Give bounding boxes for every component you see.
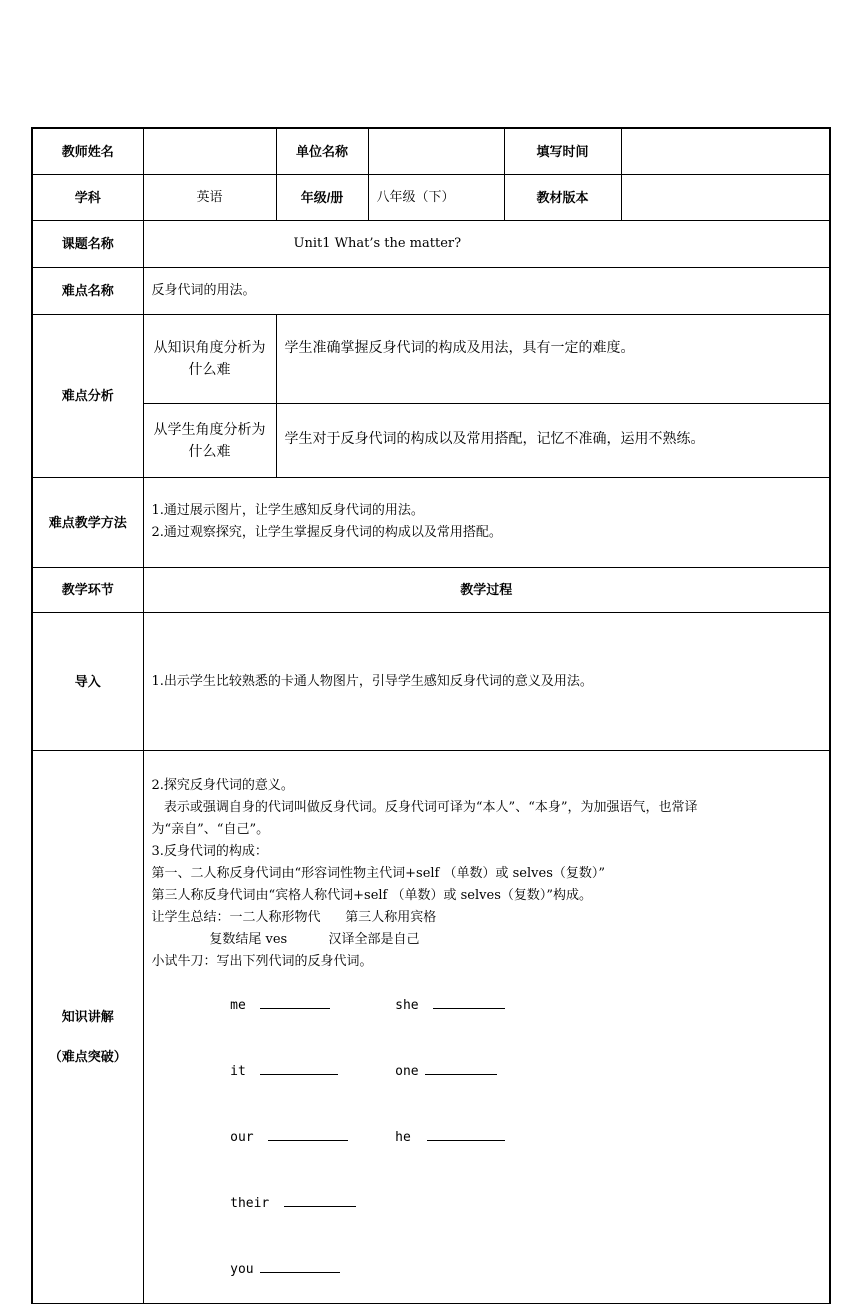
topic-label: 课题名称 [32,220,143,267]
analysis-row-student [32,403,830,477]
info-row-1 [32,128,830,174]
intro-label: 导入 [32,612,143,750]
topic-value: Unit1 What’s the matter? [293,236,462,251]
knowledge-line-3: 为“亲自”、“自己”。 [151,821,270,837]
process-label: 教学过程 [143,567,830,612]
subject-value: 英语 [143,174,276,220]
knowledge-angle-label: 从知识角度分析为什么难 [153,339,266,378]
topic-row [32,220,830,267]
exercise-one-blank [425,1061,497,1075]
student-angle-label: 从学生角度分析为什么难 [153,421,266,460]
intro-row [32,612,830,750]
exercise-their: their [230,1195,270,1211]
lesson-plan-table [31,127,831,1304]
exercise-me: me [230,997,246,1013]
exercise-row-5 [152,1237,824,1303]
method-row [32,477,830,567]
knowledge-label: 知识讲解 [61,1008,114,1024]
exercise-it-blank [260,1061,338,1075]
info-row-2 [32,174,830,220]
exercise-row-3 [152,1105,824,1171]
method-label: 难点教学方法 [32,477,143,567]
exercise-you: you [230,1261,254,1277]
edition-label: 教材版本 [504,174,621,220]
exercise-row-1 [152,973,824,1039]
date-label: 填写时间 [504,128,621,174]
exercise-our: our [230,1129,254,1145]
subject-label: 学科 [32,174,143,220]
exercise-me-blank [260,995,330,1009]
knowledge-line-4: 3.反身代词的构成： [151,843,268,859]
exercise-she: she [395,997,419,1013]
topic-cell [143,220,830,267]
intro-text: 1.出示学生比较熟悉的卡通人物图片，引导学生感知反身代词的意义及用法。 [143,612,830,750]
unit-value [368,128,504,174]
knowledge-line-9: 小试牛刀：写出下列代词的反身代词。 [151,953,373,969]
exercise-row-4 [152,1171,824,1237]
exercise-our-blank [268,1127,348,1141]
exercise-he-blank [427,1127,505,1141]
unit-label: 单位名称 [276,128,368,174]
knowledge-angle-text: 学生准确掌握反身代词的构成及用法，具有一定的难度。 [276,314,830,403]
student-angle-text: 学生对于反身代词的构成以及常用搭配，记忆不准确，运用不熟练。 [276,403,830,477]
date-value [621,128,830,174]
grade-label: 年级/册 [276,174,368,220]
knowledge-sub-label: （难点突破） [48,1048,127,1064]
difficulty-row [32,267,830,314]
exercise-she-blank [433,995,505,1009]
teacher-value [143,128,276,174]
exercise-it: it [230,1063,246,1079]
analysis-row-knowledge [32,314,830,403]
knowledge-line-5: 第一、二人称反身代词由“形容词性物主代词+self （单数）或 selves（复数）” [151,865,606,881]
teacher-label: 教师姓名 [32,128,143,174]
exercise-one: one [395,1063,419,1079]
stage-label: 教学环节 [32,567,143,612]
exercise-their-blank [284,1193,356,1207]
knowledge-row [32,750,830,1303]
analysis-label: 难点分析 [32,314,143,477]
exercise-you-blank [260,1259,340,1273]
exercise-he: he [395,1129,411,1145]
method-line-2: 2.通过观察探究，让学生掌握反身代词的构成以及常用搭配。 [151,525,502,540]
knowledge-content [143,750,830,1303]
edition-value [621,174,830,220]
knowledge-line-8: 复数结尾 ves 汉译全部是自己 [151,931,420,947]
method-line-1: 1.通过展示图片，让学生感知反身代词的用法。 [151,503,424,518]
difficulty-label: 难点名称 [32,267,143,314]
knowledge-line-7: 让学生总结：一二人称形物代 第三人称用宾格 [151,909,437,925]
process-header-row [32,567,830,612]
knowledge-line-1: 2.探究反身代词的意义。 [151,777,294,793]
exercise-row-2 [152,1039,824,1105]
knowledge-line-6: 第三人称反身代词由“宾格人称代词+self （单数）或 selves（复数）”构成。 [151,887,593,903]
difficulty-value: 反身代词的用法。 [143,267,830,314]
grade-value: 八年级（下） [368,174,504,220]
knowledge-line-2: 表示或强调自身的代词叫做反身代词。反身代词可译为“本人”、“本身”，为加强语气，也常译 [151,799,698,815]
